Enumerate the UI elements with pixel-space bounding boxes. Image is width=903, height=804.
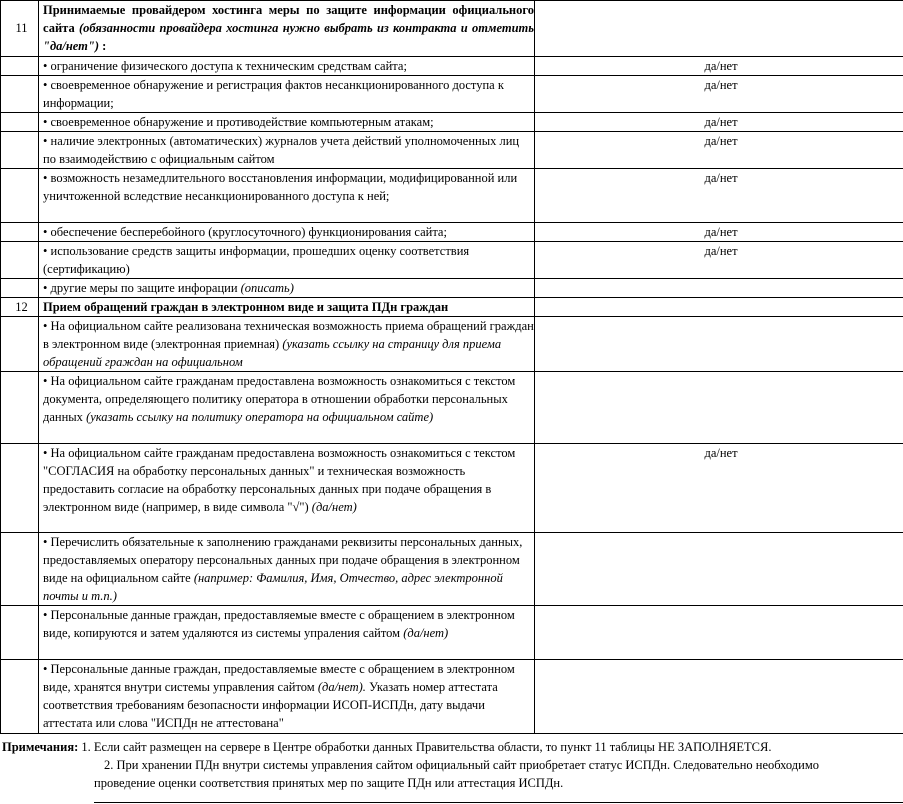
item-text: • использование средств защиты информации, прошедших оценку соответствия (сертификацию) xyxy=(39,242,535,279)
item-text-main: • Персональные данные граждан, предоставляемые вместе с обращением в электронном виде, копируются и затем удаляются из системы упраления сайтом xyxy=(43,608,515,640)
item-value[interactable]: да/нет xyxy=(535,242,903,279)
section-11-title-tail: : xyxy=(99,39,107,53)
number-cell xyxy=(1,279,39,298)
notes-underline xyxy=(94,802,903,803)
table-row xyxy=(1,317,903,372)
table-row xyxy=(1,113,903,132)
item-text-main: • На официальном сайте реализована техническая возможность приема обращений граждан в электронном виде (электронная приемная) xyxy=(43,319,534,351)
section-11-title xyxy=(39,1,535,57)
item-text: • своевременное обнаружение и регистрация фактов несанкционированного доступа к информации; xyxy=(39,76,535,113)
number-cell xyxy=(1,169,39,223)
table-row xyxy=(1,242,903,279)
number-cell xyxy=(1,533,39,606)
number-cell xyxy=(1,444,39,533)
table-row xyxy=(1,444,903,533)
number-cell xyxy=(1,76,39,113)
section-12-title: Прием обращений граждан в электронном виде и защита ПДн граждан xyxy=(39,298,535,317)
item-value[interactable] xyxy=(535,372,903,444)
item-text xyxy=(39,533,535,606)
table-row xyxy=(1,606,903,660)
section-12-header-row xyxy=(1,298,903,317)
number-cell xyxy=(1,57,39,76)
item-text xyxy=(39,372,535,444)
item-value[interactable] xyxy=(535,533,903,606)
item-text-tail: Указать номер аттестата соответствия требованиям безопасности информации ИСОП-ИСПДн, дату выдачи аттестата или слова "ИСПДн не аттестована" xyxy=(43,680,498,730)
table-row xyxy=(1,372,903,444)
item-text xyxy=(39,317,535,372)
item-text: • наличие электронных (автоматических) журналов учета действий уполномоченных лиц по взаимодействию с официальным сайтом xyxy=(39,132,535,169)
section-12-value-cell xyxy=(535,298,903,317)
section-11-value-cell xyxy=(535,1,903,57)
number-cell xyxy=(1,223,39,242)
number-cell xyxy=(1,372,39,444)
table-row xyxy=(1,169,903,223)
item-text-italic: (описать) xyxy=(240,281,294,295)
item-value[interactable]: да/нет xyxy=(535,57,903,76)
item-value[interactable]: да/нет xyxy=(535,444,903,533)
table-row xyxy=(1,223,903,242)
section-number xyxy=(1,1,39,57)
item-value[interactable]: да/нет xyxy=(535,223,903,242)
item-text xyxy=(39,444,535,533)
item-text-main: • другие меры по защите инфорации xyxy=(43,281,241,295)
section-11-title-bold: Принимаемые провайдером хостинга меры по защите информации официального сайта xyxy=(43,3,534,35)
item-text-italic: (да/нет) xyxy=(311,500,357,514)
table-row xyxy=(1,279,903,298)
section-11-header-row xyxy=(1,1,903,57)
item-text: • возможность незамедлительного восстановления информации, модифицированной или уничтоженной вследствие несанкционированного доступа к ней; xyxy=(39,169,535,223)
item-text-main: • На официальном сайте гражданам предоставлена возможность ознакомиться с текстом "СОГЛАСИЯ на обработку персональных данных" и техническая возможность предоставить согласие на обработку персональных данных при подаче обращения в электронном виде (например, в виде символа "√") xyxy=(43,446,516,514)
item-value[interactable]: да/нет xyxy=(535,113,903,132)
item-text-italic: (указать ссылку на страницу для приема обращений граждан на официальном xyxy=(43,337,502,369)
section-11-title-italic: (обязанности провайдера хостинга нужно выбрать из контракта и отметить "да/нет") xyxy=(43,21,534,53)
notes-block xyxy=(0,720,903,804)
item-text xyxy=(39,606,535,660)
number-cell xyxy=(1,606,39,660)
item-text-main: • На официальном сайте гражданам предоставлена возможность ознакомиться с текстом документа, определяющего политику оператора в отношении обработки персональных данных xyxy=(43,374,516,424)
number-cell xyxy=(1,132,39,169)
section-11-number: 11 xyxy=(15,21,28,35)
notes-label: Примечания: xyxy=(2,740,79,754)
item-text-italic: (указать ссылку на политику оператора на официальном сайте) xyxy=(86,410,434,424)
item-value[interactable] xyxy=(535,317,903,372)
note-2-line-1: 2. При хранении ПДн внутри системы управления сайтом официальный сайт приобретает статус ИСПДн. Следовательно необходимо xyxy=(104,758,820,772)
item-text: • своевременное обнаружение и противодействие компьютерным атакам; xyxy=(39,113,535,132)
number-cell xyxy=(1,113,39,132)
item-value[interactable] xyxy=(535,606,903,660)
table-row xyxy=(1,57,903,76)
item-text: • обеспечение бесперебойного (круглосуточного) функционирования сайта; xyxy=(39,223,535,242)
note-2-line-2: проведение оценки соответствия принятых мер по защите ПДн или аттестация ИСПДн. xyxy=(94,776,564,790)
number-cell xyxy=(1,242,39,279)
item-text-main: • Перечислить обязательные к заполнению гражданами реквизиты персональных данных, предоставляемых оператору персональных данных при подаче обращения в электронном виде на официальном сайте xyxy=(43,535,523,585)
note-1-text: 1. Если сайт размещен на сервере в Центре обработки данных Правительства области, то пункт 11 таблицы НЕ ЗАПОЛНЯЕТСЯ. xyxy=(78,740,772,754)
table-row xyxy=(1,132,903,169)
section-12-number: 12 xyxy=(1,298,39,317)
item-value[interactable]: да/нет xyxy=(535,132,903,169)
item-text-italic: (например: Фамилия, Имя, Отчество, адрес электронной почты и т.п.) xyxy=(43,571,503,603)
note-1-line xyxy=(2,738,771,756)
item-value[interactable]: да/нет xyxy=(535,76,903,113)
item-text xyxy=(39,279,535,298)
item-text-italic: (да/нет) xyxy=(403,626,449,640)
table-row xyxy=(1,76,903,113)
item-value[interactable] xyxy=(535,279,903,298)
number-cell xyxy=(1,317,39,372)
item-text: • ограничение физического доступа к техническим средствам сайта; xyxy=(39,57,535,76)
item-value[interactable]: да/нет xyxy=(535,169,903,223)
item-text-italic: (да/нет). xyxy=(317,680,366,694)
table-row xyxy=(1,533,903,606)
item-text-main: • Персональные данные граждан, предоставляемые вместе с обращением в электронном виде, хранятся внутри системы управления сайтом xyxy=(43,662,515,694)
